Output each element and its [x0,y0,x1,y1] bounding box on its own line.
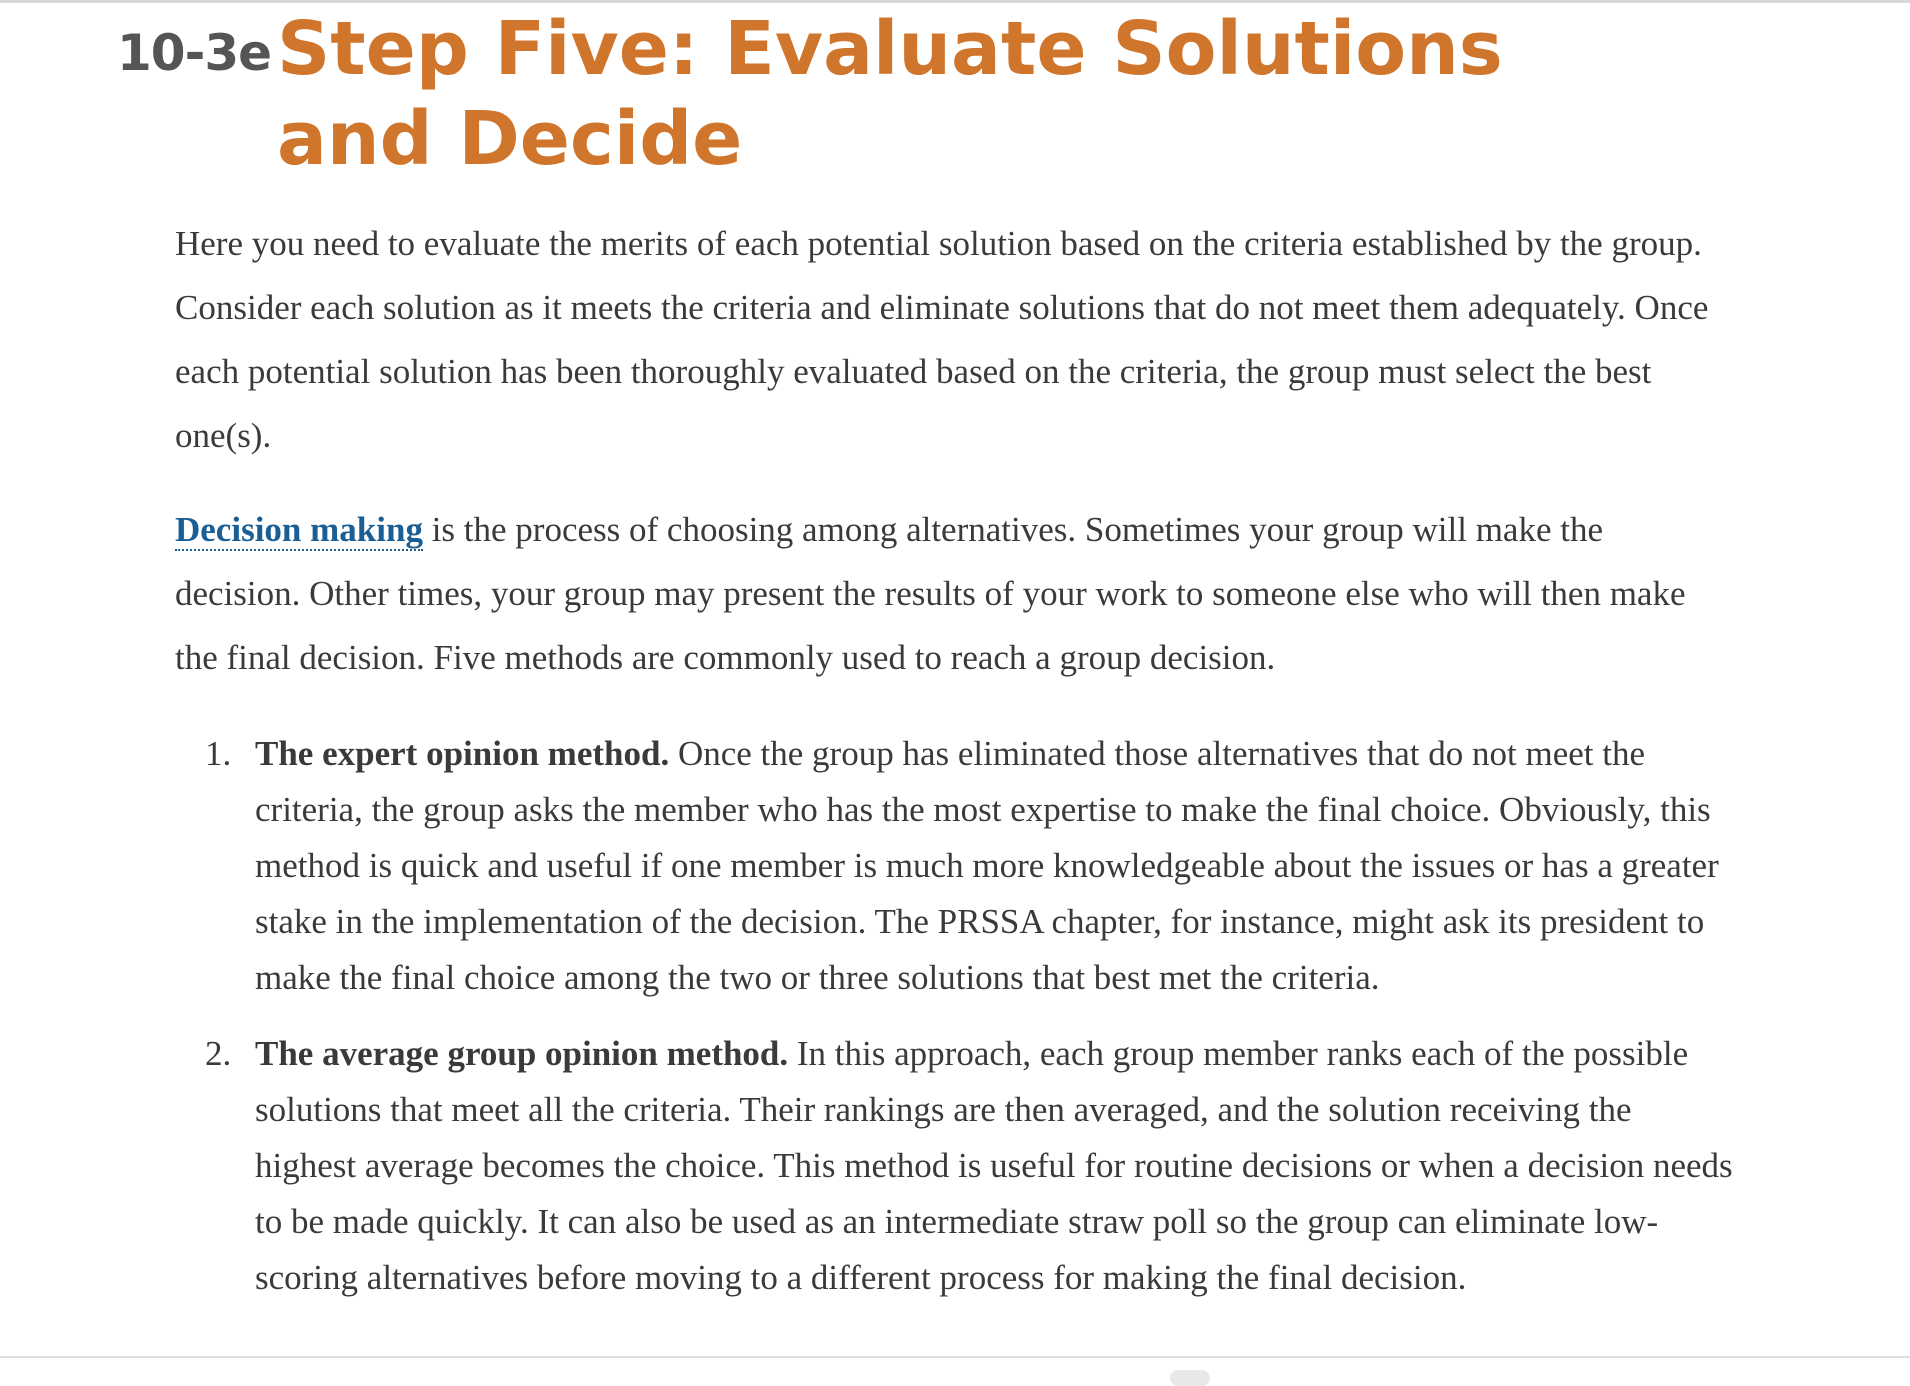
decision-making-text: is the process of choosing among alternatives. Sometimes your group will make the decision. Other times, your group may present the results of your work to someone else who will then make the final decision. Five methods are commonly used to reach a group decision. [175,510,1686,677]
method-description: In this approach, each group member ranks each of the possible solutions that meet all the criteria. Their rankings are then averaged, and the solution receiving the highest average becomes the choice. This method is useful for routine decisions or when a decision needs to be made quickly. It can also be used as an intermediate straw poll so the group can eliminate low-scoring alternatives before moving to a different process for making the final decision. [255,1034,1733,1297]
intro-paragraph: Here you need to evaluate the merits of each potential solution based on the criteria established by the group. Consider each solution as it meets the criteria and eliminate solutions that do not meet them adequately. Once each potential solution has been thoroughly evaluated based on the criteria, the group must select the best one(s). [175,224,1709,455]
method-number: 1. [205,734,232,773]
decision-making-paragraph [175,498,1735,690]
method-number: 2. [205,1034,232,1073]
top-divider [0,0,1910,3]
decision-making-term-link[interactable]: Decision making [175,510,423,549]
method-item-average-group-opinion [175,1026,1735,1306]
method-description: Once the group has eliminated those alternatives that do not meet the criteria, the group asks the member who has the most expertise to make the final choice. Obviously, this method is quick and useful if one member is much more knowledgeable about the issues or has a greater stake in the implementation of the decision. The PRSSA chapter, for instance, might ask its president to make the final choice among the two or three solutions that best met the criteria. [255,734,1719,997]
section-content [175,212,1735,1306]
section-title: Step Five: Evaluate Solutions and Decide [277,6,1503,182]
method-name: The expert opinion method. [255,734,670,773]
section-heading [117,4,1817,184]
decision-methods-list [175,726,1735,1306]
bottom-divider [0,1356,1910,1358]
section-number: 10-3e [117,24,272,82]
method-item-expert-opinion [175,726,1735,1006]
scroll-indicator[interactable] [1170,1370,1210,1386]
method-name: The average group opinion method. [255,1034,789,1073]
